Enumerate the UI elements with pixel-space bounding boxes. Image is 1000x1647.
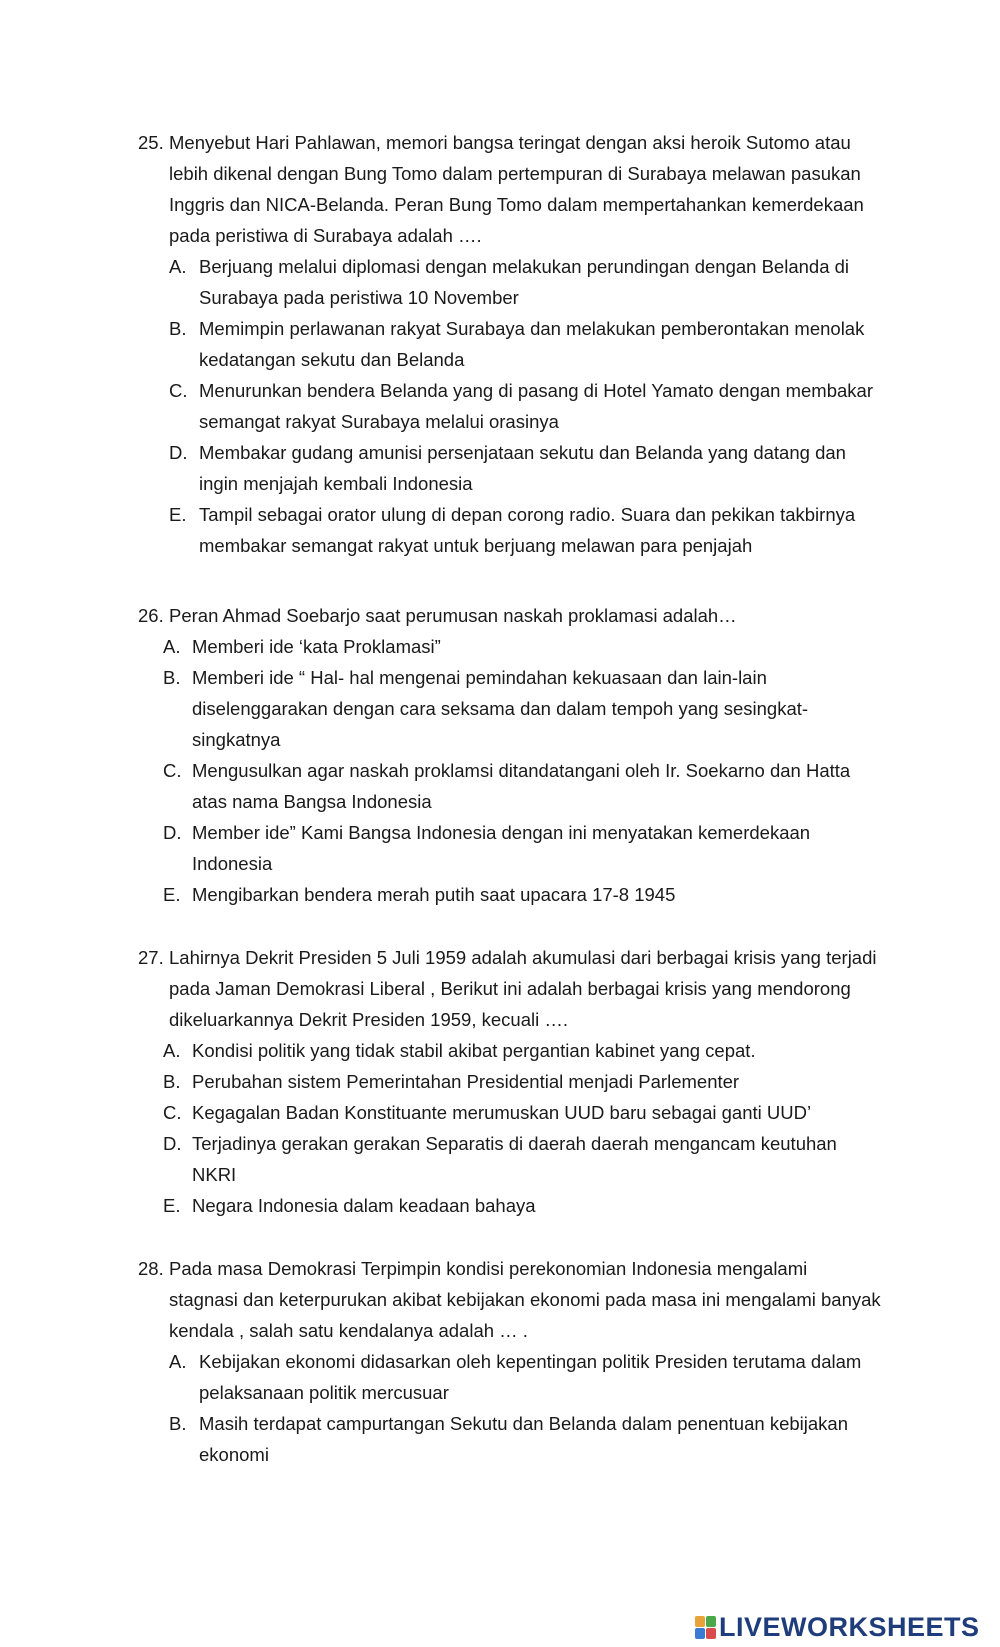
option-c[interactable] — [138, 1097, 878, 1128]
option-line: ekonomi — [199, 1444, 269, 1465]
option-line: Indonesia — [192, 853, 273, 874]
option-line: singkatnya — [192, 729, 281, 750]
option-line: Tampil sebagai orator ulung di depan corong radio. Suara dan pekikan takbirnya — [199, 504, 856, 525]
question-number: 28. — [138, 1258, 164, 1279]
question-number: 25. — [138, 132, 164, 153]
option-b[interactable] — [138, 1408, 878, 1470]
option-line: Kebijakan ekonomi didasarkan oleh kepentingan politik Presiden terutama dalam — [199, 1351, 862, 1372]
question-text — [169, 1253, 881, 1346]
option-a[interactable] — [138, 1035, 878, 1066]
option-letter: B. — [163, 667, 181, 688]
option-line: Memberi ide “ Hal- hal mengenai pemindahan kekuasaan dan lain-lain — [192, 667, 767, 688]
option-c[interactable] — [138, 375, 878, 437]
option-line: NKRI — [192, 1164, 237, 1185]
question-27 — [138, 942, 878, 1221]
question-line: Pada masa Demokrasi Terpimpin kondisi perekonomian Indonesia mengalami — [169, 1258, 808, 1279]
option-letter: B. — [163, 1071, 181, 1092]
option-a[interactable] — [138, 631, 878, 662]
question-line: pada peristiwa di Surabaya adalah …. — [169, 225, 482, 246]
option-line: Kegagalan Badan Konstituante merumuskan UUD baru sebagai ganti UUD’ — [192, 1102, 812, 1123]
question-line: Peran Ahmad Soebarjo saat perumusan naskah proklamasi adalah… — [169, 605, 737, 626]
question-line: dikeluarkannya Dekrit Presiden 1959, kecuali …. — [169, 1009, 568, 1030]
question-line: pada Jaman Demokrasi Liberal , Berikut ini adalah berbagai krisis yang mendorong — [169, 978, 851, 999]
option-line: Terjadinya gerakan gerakan Separatis di daerah daerah mengancam keutuhan — [192, 1133, 837, 1154]
answer-options — [138, 251, 878, 561]
logo-grid-icon — [695, 1616, 716, 1639]
option-a[interactable] — [138, 251, 878, 313]
option-letter: D. — [163, 1133, 182, 1154]
option-line: Mengusulkan agar naskah proklamsi ditandatangani oleh Ir. Soekarno dan Hatta — [192, 760, 851, 781]
option-letter: C. — [163, 1102, 182, 1123]
option-line: Memberi ide ‘kata Proklamasi” — [192, 636, 441, 657]
option-line: diselenggarakan dengan cara seksama dan dalam tempoh yang sesingkat- — [192, 698, 809, 719]
question-25 — [138, 127, 878, 561]
option-letter: B. — [169, 1413, 187, 1434]
option-line: Mengibarkan bendera merah putih saat upacara 17-8 1945 — [192, 884, 676, 905]
option-c[interactable] — [138, 755, 878, 817]
option-line: Surabaya pada peristiwa 10 November — [199, 287, 519, 308]
answer-options — [138, 1035, 878, 1221]
option-letter: E. — [169, 504, 187, 525]
option-line: Perubahan sistem Pemerintahan Presidential menjadi Parlementer — [192, 1071, 740, 1092]
option-d[interactable] — [138, 817, 878, 879]
logo-text: LIVEWORKSHEETS — [719, 1611, 980, 1642]
option-e[interactable] — [138, 1190, 878, 1221]
option-line: Berjuang melalui diplomasi dengan melakukan perundingan dengan Belanda di — [199, 256, 850, 277]
question-text — [169, 127, 869, 251]
question-26 — [138, 600, 878, 910]
option-letter: B. — [169, 318, 187, 339]
option-line: atas nama Bangsa Indonesia — [192, 791, 432, 812]
option-e[interactable] — [138, 879, 878, 910]
answer-options — [138, 631, 878, 910]
option-letter: D. — [163, 822, 182, 843]
question-line: Inggris dan NICA-Belanda. Peran Bung Tomo dalam mempertahankan kemerdekaan — [169, 194, 864, 215]
option-line: Membakar gudang amunisi persenjataan sekutu dan Belanda yang datang dan — [199, 442, 846, 463]
question-28 — [138, 1253, 881, 1470]
option-b[interactable] — [138, 1066, 878, 1097]
option-letter: A. — [169, 256, 187, 277]
option-line: Masih terdapat campurtangan Sekutu dan Belanda dalam penentuan kebijakan — [199, 1413, 848, 1434]
option-e[interactable] — [138, 499, 878, 561]
option-line: membakar semangat rakyat untuk berjuang melawan para penjajah — [199, 535, 753, 556]
option-letter: E. — [163, 1195, 181, 1216]
question-line: Lahirnya Dekrit Presiden 5 Juli 1959 adalah akumulasi dari berbagai krisis yang terjadi — [169, 947, 877, 968]
option-line: ingin menjajah kembali Indonesia — [199, 473, 473, 494]
question-line: kendala , salah satu kendalanya adalah … . — [169, 1320, 528, 1341]
option-letter: A. — [163, 1040, 181, 1061]
option-line: Memimpin perlawanan rakyat Surabaya dan melakukan pemberontakan menolak — [199, 318, 865, 339]
option-letter: A. — [169, 1351, 187, 1372]
option-line: pelaksanaan politik mercusuar — [199, 1382, 449, 1403]
question-line: lebih dikenal dengan Bung Tomo dalam pertempuran di Surabaya melawan pasukan — [169, 163, 861, 184]
question-text — [169, 600, 869, 631]
option-line: semangat rakyat Surabaya melalui orasinya — [199, 411, 559, 432]
option-d[interactable] — [138, 437, 878, 499]
liveworksheets-logo — [695, 1612, 980, 1642]
option-line: Kondisi politik yang tidak stabil akibat pergantian kabinet yang cepat. — [192, 1040, 756, 1061]
option-line: Negara Indonesia dalam keadaan bahaya — [192, 1195, 536, 1216]
question-line: stagnasi dan keterpurukan akibat kebijakan ekonomi pada masa ini mengalami banyak — [169, 1289, 881, 1310]
answer-options — [138, 1346, 878, 1470]
option-b[interactable] — [138, 313, 878, 375]
option-line: Menurunkan bendera Belanda yang di pasang di Hotel Yamato dengan membakar — [199, 380, 873, 401]
option-letter: A. — [163, 636, 181, 657]
question-line: Menyebut Hari Pahlawan, memori bangsa teringat dengan aksi heroik Sutomo atau — [169, 132, 851, 153]
option-letter: C. — [169, 380, 188, 401]
option-line: Member ide” Kami Bangsa Indonesia dengan ini menyatakan kemerdekaan — [192, 822, 811, 843]
option-d[interactable] — [138, 1128, 878, 1190]
question-number: 26. — [138, 605, 164, 626]
question-number: 27. — [138, 947, 164, 968]
option-b[interactable] — [138, 662, 878, 755]
option-letter: D. — [169, 442, 188, 463]
option-a[interactable] — [138, 1346, 878, 1408]
option-letter: C. — [163, 760, 182, 781]
question-text — [169, 942, 877, 1035]
option-letter: E. — [163, 884, 181, 905]
option-line: kedatangan sekutu dan Belanda — [199, 349, 465, 370]
